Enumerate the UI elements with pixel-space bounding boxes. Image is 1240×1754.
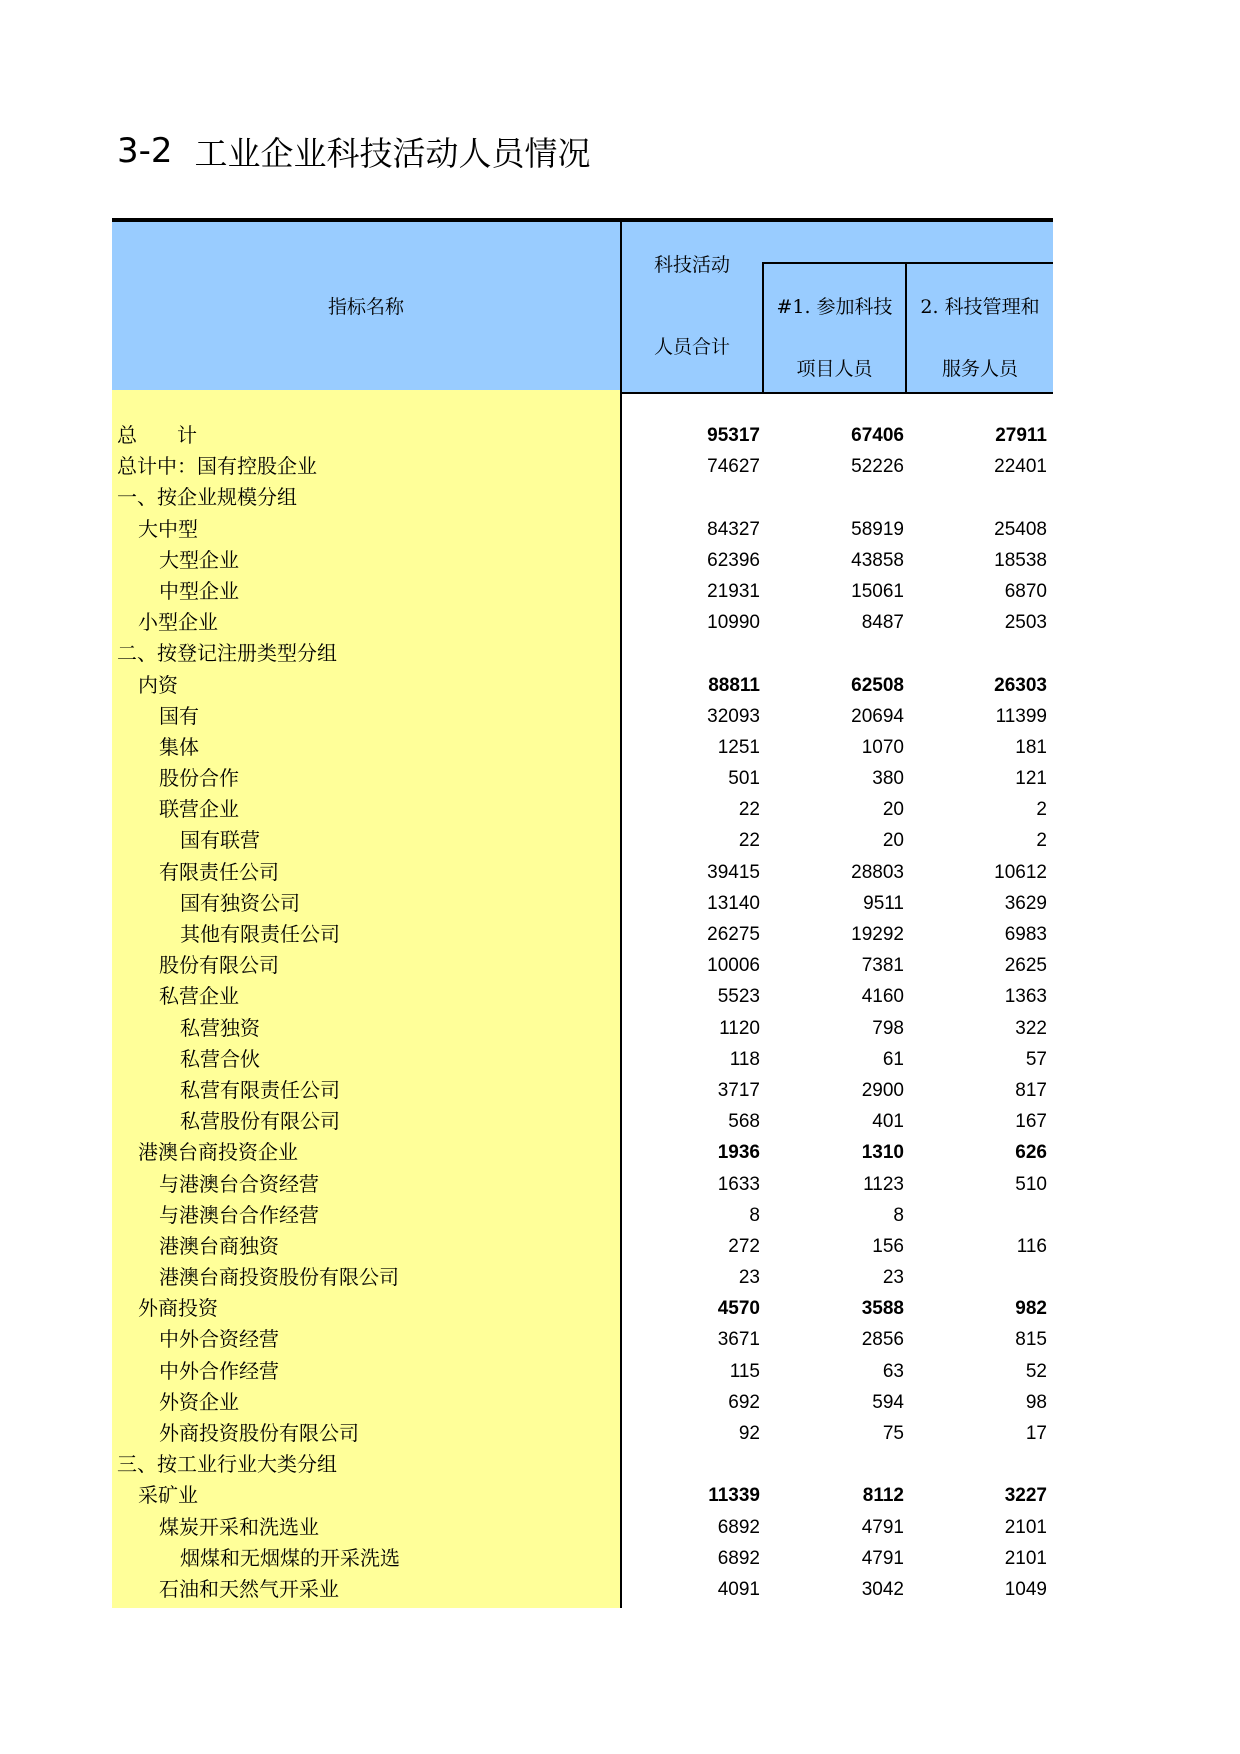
- row-value-col2: 58919: [851, 518, 904, 540]
- table-row: [112, 794, 1053, 825]
- row-value-col3: 167: [1015, 1111, 1047, 1133]
- table-row: [112, 1480, 1053, 1511]
- header-indicator-name: 指标名称: [327, 296, 404, 318]
- row-value-col1: 92: [738, 1423, 760, 1444]
- row-value-col2: 380: [872, 768, 904, 790]
- table-row: [112, 451, 1053, 482]
- row-label: 中外合作经营: [159, 1358, 279, 1383]
- row-value-col1: 1120: [719, 1017, 760, 1039]
- row-value-col3: 817: [1015, 1079, 1047, 1101]
- header-col2-line2: 项目人员: [796, 358, 873, 380]
- table-row: [112, 919, 1053, 950]
- table-row: [112, 701, 1053, 732]
- row-value-col3: 2101: [1004, 1516, 1047, 1538]
- table-number: 3-2: [117, 131, 173, 171]
- row-value-col2: 156: [872, 1235, 904, 1257]
- row-label: 集体: [159, 734, 199, 759]
- row-value-col2: 401: [872, 1111, 904, 1133]
- row-value-col1: 32093: [707, 705, 760, 727]
- row-value-col2: 8: [893, 1204, 904, 1226]
- row-value-col3: 1049: [1004, 1578, 1047, 1600]
- row-value-col1: 10006: [707, 955, 760, 977]
- row-label: 三、按工业行业大类分组: [117, 1452, 337, 1477]
- row-label: 港澳台商投资股份有限公司: [159, 1265, 399, 1290]
- table-row: [112, 1512, 1053, 1543]
- row-label: 中外合资经营: [159, 1327, 279, 1352]
- row-label: 国有联营: [180, 828, 260, 853]
- row-value-col1: 3671: [717, 1329, 760, 1351]
- row-value-col1: 115: [729, 1360, 760, 1382]
- row-label: 私营股份有限公司: [180, 1109, 340, 1134]
- row-label: 港澳台商独资: [159, 1233, 279, 1258]
- row-value-col1: 74627: [707, 456, 760, 478]
- row-value-col3: 17: [1025, 1423, 1047, 1444]
- row-value-col1: 22: [738, 799, 760, 821]
- table-row: [112, 420, 1053, 451]
- row-label: 国有独资公司: [180, 890, 300, 915]
- table-row: [112, 981, 1053, 1012]
- row-label: 私营合伙: [180, 1046, 260, 1071]
- row-value-col3: 6870: [1004, 580, 1047, 602]
- row-value-col3: 57: [1025, 1048, 1047, 1070]
- row-label: 二、按登记注册类型分组: [117, 641, 337, 666]
- row-value-col2: 62508: [851, 674, 904, 696]
- row-label: 外商投资: [138, 1296, 218, 1321]
- row-value-col3: 52: [1025, 1360, 1047, 1382]
- row-value-col2: 61: [882, 1048, 904, 1070]
- table-row: [112, 545, 1053, 576]
- table-row: [112, 1044, 1053, 1075]
- table-body: [112, 390, 1053, 1608]
- row-value-col2: 3042: [861, 1578, 904, 1600]
- page-title: [117, 126, 591, 176]
- row-label: 烟煤和无烟煤的开采洗选: [180, 1545, 400, 1570]
- row-value-col1: 568: [728, 1111, 760, 1133]
- row-value-col3: 1363: [1004, 986, 1047, 1008]
- row-label: 私营企业: [159, 984, 239, 1009]
- row-value-col3: 27911: [995, 425, 1047, 446]
- table-row: [112, 1075, 1053, 1106]
- row-value-col3: 11399: [995, 705, 1047, 727]
- row-label: 私营有限责任公司: [180, 1077, 340, 1102]
- row-value-col1: 118: [729, 1048, 760, 1070]
- row-value-col2: 2900: [861, 1079, 904, 1101]
- table-row: [112, 1013, 1053, 1044]
- table-row: [112, 1543, 1053, 1574]
- row-value-col3: 6983: [1004, 924, 1047, 945]
- table-row: [112, 732, 1053, 763]
- row-value-col2: 75: [882, 1423, 904, 1444]
- table-row: [112, 1106, 1053, 1137]
- table-row: [112, 1137, 1053, 1168]
- row-label: 外商投资股份有限公司: [159, 1421, 359, 1445]
- row-value-col2: 2856: [861, 1329, 904, 1351]
- row-value-col2: 9511: [863, 892, 904, 914]
- row-value-col1: 11339: [708, 1485, 760, 1507]
- table-row: [112, 1387, 1053, 1418]
- table-row: [112, 482, 1053, 513]
- row-label: 内资: [138, 672, 178, 697]
- row-value-col2: 15061: [851, 580, 904, 602]
- row-value-col3: 3227: [1004, 1485, 1047, 1507]
- row-value-col1: 23: [738, 1267, 760, 1289]
- row-value-col3: 25408: [994, 518, 1047, 540]
- row-value-col3: 982: [1015, 1298, 1047, 1320]
- row-value-col3: 22401: [994, 456, 1047, 478]
- row-value-col2: 798: [872, 1017, 904, 1039]
- table-row: [112, 1231, 1053, 1262]
- header-divider: [620, 222, 622, 392]
- row-label: 煤炭开采和洗选业: [159, 1514, 319, 1539]
- table-row: [112, 670, 1053, 701]
- row-value-col3: 181: [1015, 736, 1047, 758]
- row-label: 小型企业: [138, 610, 218, 635]
- row-value-col1: 1936: [717, 1142, 760, 1164]
- table-row: [112, 1293, 1053, 1324]
- row-value-col3: 2503: [1004, 612, 1047, 634]
- row-label: 股份合作: [159, 766, 239, 791]
- header-col3-line1: 2. 科技管理和: [920, 296, 1040, 318]
- header-subdivider: [762, 262, 1053, 264]
- row-value-col1: 1633: [717, 1173, 760, 1195]
- row-value-col2: 20694: [851, 705, 904, 727]
- table-row: [112, 1418, 1053, 1449]
- row-value-col3: 2: [1036, 830, 1047, 852]
- table-row: [112, 514, 1053, 545]
- row-value-col3: 2101: [1004, 1547, 1047, 1569]
- row-value-col1: 1251: [717, 736, 760, 758]
- table-row: [112, 1262, 1053, 1293]
- row-value-col1: 692: [728, 1391, 760, 1413]
- row-value-col3: 26303: [994, 674, 1047, 696]
- row-value-col2: 4160: [861, 986, 904, 1008]
- header-col3-line2: 服务人员: [941, 358, 1018, 380]
- row-label: 大型企业: [159, 547, 239, 572]
- row-label: 股份有限公司: [159, 953, 279, 978]
- row-value-col3: 2: [1036, 799, 1047, 821]
- row-label: 总计中：国有控股企业: [117, 454, 317, 479]
- row-label: 与港澳台合资经营: [159, 1171, 319, 1196]
- row-value-col2: 1123: [863, 1173, 904, 1195]
- row-label: 其他有限责任公司: [180, 922, 340, 946]
- row-label: 中型企业: [159, 578, 239, 603]
- row-value-col2: 7381: [861, 955, 904, 977]
- row-value-col1: 26275: [707, 924, 760, 945]
- row-value-col1: 13140: [707, 892, 760, 914]
- row-value-col2: 8112: [862, 1485, 904, 1507]
- row-value-col1: 10990: [707, 612, 760, 634]
- row-value-col2: 4791: [861, 1516, 904, 1538]
- row-value-col2: 63: [882, 1360, 904, 1382]
- row-label: 私营独资: [180, 1015, 260, 1040]
- row-value-col1: 4091: [717, 1578, 760, 1600]
- row-value-col3: 2625: [1004, 955, 1047, 977]
- header-col2-line1: #1. 参加科技: [776, 296, 893, 318]
- row-value-col1: 6892: [717, 1516, 760, 1538]
- row-value-col1: 501: [728, 768, 760, 790]
- row-label: 总 计: [117, 423, 197, 447]
- table-row: [112, 576, 1053, 607]
- row-value-col3: 322: [1015, 1017, 1047, 1039]
- header-col1-line2: 人员合计: [653, 336, 730, 358]
- row-value-col1: 62396: [707, 549, 760, 571]
- row-value-col2: 52226: [851, 456, 904, 478]
- table-rows: [112, 420, 1053, 1605]
- table-row: [112, 1449, 1053, 1480]
- row-value-col3: 510: [1015, 1173, 1047, 1195]
- row-value-col2: 20: [882, 830, 904, 852]
- row-value-col2: 23: [882, 1267, 904, 1289]
- row-value-col3: 116: [1016, 1235, 1047, 1257]
- row-label: 有限责任公司: [159, 859, 279, 884]
- row-label: 一、按企业规模分组: [117, 485, 297, 510]
- table-row: [112, 1574, 1053, 1605]
- row-label: 与港澳台合作经营: [159, 1202, 319, 1227]
- row-value-col1: 8: [749, 1204, 760, 1226]
- row-label: 外资企业: [159, 1389, 239, 1414]
- row-value-col1: 6892: [717, 1547, 760, 1569]
- table-row: [112, 1169, 1053, 1200]
- row-value-col2: 43858: [851, 549, 904, 571]
- table-row: [112, 1356, 1053, 1387]
- row-value-col1: 84327: [707, 518, 760, 540]
- row-label: 大中型: [138, 516, 198, 541]
- row-value-col2: 19292: [851, 924, 904, 945]
- table-row: [112, 1324, 1053, 1355]
- row-value-col3: 18538: [994, 549, 1047, 571]
- row-label: 联营企业: [159, 797, 239, 822]
- row-value-col3: 10612: [994, 861, 1047, 883]
- row-value-col1: 39415: [707, 861, 760, 883]
- row-value-col1: 272: [728, 1235, 760, 1257]
- row-value-col1: 22: [738, 830, 760, 852]
- row-label: 采矿业: [138, 1483, 198, 1508]
- table-title: 工业企业科技活动人员情况: [194, 133, 591, 173]
- row-value-col2: 28803: [851, 861, 904, 883]
- row-label: 石油和天然气开采业: [159, 1576, 339, 1601]
- table-row: [112, 607, 1053, 638]
- row-value-col1: 3717: [717, 1079, 760, 1101]
- row-value-col3: 815: [1015, 1329, 1047, 1351]
- row-value-col1: 95317: [707, 425, 760, 446]
- row-value-col2: 4791: [861, 1547, 904, 1569]
- row-value-col1: 5523: [717, 986, 760, 1008]
- row-label: 港澳台商投资企业: [138, 1140, 298, 1165]
- row-value-col2: 1070: [861, 736, 904, 758]
- row-value-col2: 67406: [851, 425, 904, 446]
- table-row: [112, 763, 1053, 794]
- row-value-col2: 20: [882, 799, 904, 821]
- row-value-col3: 3629: [1004, 892, 1047, 914]
- row-value-col1: 88811: [708, 674, 760, 696]
- row-value-col2: 594: [872, 1391, 904, 1413]
- header-col1-line1: 科技活动: [653, 254, 730, 276]
- row-value-col2: 3588: [861, 1298, 904, 1320]
- table-header: [112, 218, 1053, 394]
- row-value-col2: 8487: [861, 612, 904, 634]
- row-label: 国有: [159, 703, 199, 728]
- row-value-col1: 4570: [717, 1298, 760, 1320]
- row-value-col3: 121: [1015, 768, 1047, 790]
- table-row: [112, 1200, 1053, 1231]
- row-value-col3: 98: [1025, 1391, 1047, 1413]
- table-row: [112, 888, 1053, 919]
- table-row: [112, 638, 1053, 669]
- row-value-col3: 626: [1015, 1142, 1047, 1164]
- row-value-col1: 21931: [707, 580, 760, 602]
- row-value-col2: 1310: [861, 1142, 904, 1164]
- table-row: [112, 857, 1053, 888]
- table-row: [112, 825, 1053, 856]
- table-row: [112, 950, 1053, 981]
